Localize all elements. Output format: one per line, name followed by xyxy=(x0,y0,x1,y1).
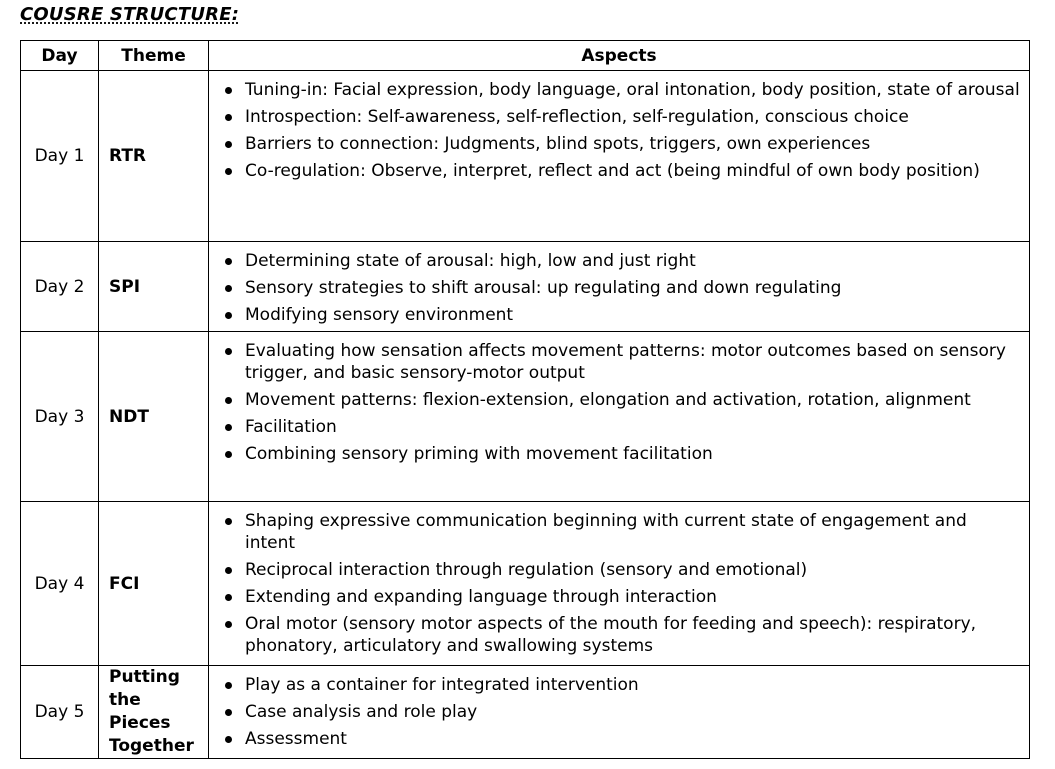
aspect-item: Case analysis and role play xyxy=(219,701,1021,723)
aspect-item: Facilitation xyxy=(219,416,1021,438)
table-row xyxy=(21,71,1030,242)
page-heading: COUSRE STRUCTURE: xyxy=(20,4,240,25)
table-row xyxy=(21,242,1030,332)
aspect-item: Determining state of arousal: high, low and just right xyxy=(219,250,1021,272)
aspect-item: Oral motor (sensory motor aspects of the mouth for feeding and speech): respiratory, phonatory, articulatory and swallowing systems xyxy=(219,613,1021,657)
theme-cell: RTR xyxy=(99,71,209,242)
theme-cell: SPI xyxy=(99,242,209,332)
table-header-row xyxy=(21,41,1030,71)
table-row xyxy=(21,332,1030,502)
aspect-item: Modifying sensory environment xyxy=(219,304,1021,326)
aspect-item: Shaping expressive communication beginning with current state of engagement and intent xyxy=(219,510,1021,554)
aspect-item: Combining sensory priming with movement facilitation xyxy=(219,443,1021,465)
aspect-item: Movement patterns: flexion-extension, elongation and activation, rotation, alignment xyxy=(219,389,1021,411)
theme-cell: FCI xyxy=(99,502,209,666)
day-cell: Day 5 xyxy=(21,666,99,759)
table-row xyxy=(21,666,1030,759)
aspect-item: Play as a container for integrated intervention xyxy=(219,674,1021,696)
aspect-item: Sensory strategies to shift arousal: up regulating and down regulating xyxy=(219,277,1021,299)
aspects-cell xyxy=(209,242,1030,332)
header-aspects: Aspects xyxy=(209,41,1030,71)
aspects-list xyxy=(219,674,1021,750)
day-cell: Day 1 xyxy=(21,71,99,242)
aspect-item: Assessment xyxy=(219,728,1021,750)
aspect-item: Tuning-in: Facial expression, body language, oral intonation, body position, state of arousal xyxy=(219,79,1021,101)
aspects-cell xyxy=(209,332,1030,502)
day-cell: Day 2 xyxy=(21,242,99,332)
theme-cell: NDT xyxy=(99,332,209,502)
aspect-item: Co-regulation: Observe, interpret, reflect and act (being mindful of own body position) xyxy=(219,160,1021,182)
aspects-list xyxy=(219,250,1021,326)
day-cell: Day 4 xyxy=(21,502,99,666)
aspects-list xyxy=(219,510,1021,657)
aspect-item: Introspection: Self-awareness, self-reflection, self-regulation, conscious choice xyxy=(219,106,1021,128)
aspect-item: Evaluating how sensation affects movement patterns: motor outcomes based on sensory trigger, and basic sensory-motor output xyxy=(219,340,1021,384)
aspect-item: Barriers to connection: Judgments, blind spots, triggers, own experiences xyxy=(219,133,1021,155)
aspects-list xyxy=(219,340,1021,465)
aspects-list xyxy=(219,79,1021,182)
aspects-cell xyxy=(209,666,1030,759)
day-cell: Day 3 xyxy=(21,332,99,502)
header-theme: Theme xyxy=(99,41,209,71)
table-row xyxy=(21,502,1030,666)
aspect-item: Reciprocal interaction through regulation (sensory and emotional) xyxy=(219,559,1021,581)
theme-cell: Putting the Pieces Together xyxy=(99,666,209,759)
header-day: Day xyxy=(21,41,99,71)
course-structure-table xyxy=(20,40,1030,759)
aspects-cell xyxy=(209,502,1030,666)
aspects-cell xyxy=(209,71,1030,242)
aspect-item: Extending and expanding language through interaction xyxy=(219,586,1021,608)
